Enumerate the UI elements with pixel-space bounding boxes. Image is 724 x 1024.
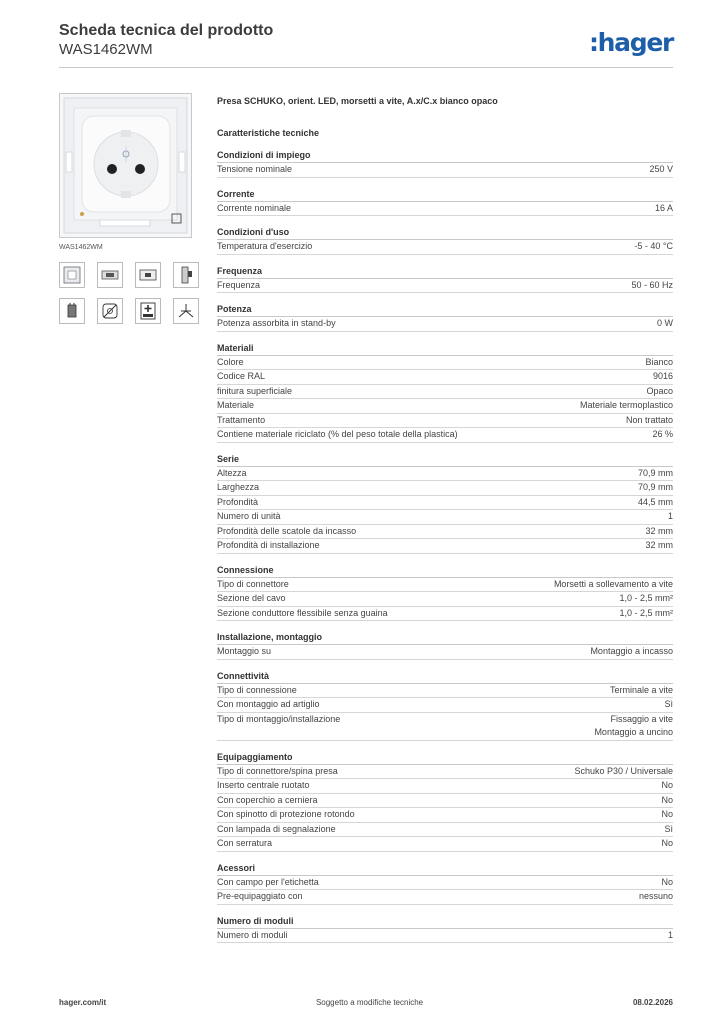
section-title: Installazione, montaggio (217, 630, 673, 645)
spec-section (217, 225, 673, 255)
spec-value: nessuno (638, 891, 673, 901)
characteristics-title: Caratteristiche tecniche (217, 128, 320, 138)
spec-row (217, 356, 673, 371)
spec-value: 44,5 mm (637, 496, 673, 507)
spec-value: 1,0 - 2,5 mm² (619, 593, 673, 603)
spec-row (217, 794, 673, 809)
spec-value: Sì (664, 699, 673, 709)
spec-label: Materiale (217, 400, 255, 410)
footer-website: hager.com/it (59, 998, 107, 1007)
spec-label: Altezza (217, 467, 247, 478)
spec-label: Corrente nominale (217, 202, 292, 213)
spec-label: Trattamento (217, 414, 266, 425)
spec-section (217, 302, 673, 332)
spec-label: Con coperchio a cerniera (217, 794, 318, 805)
section-title: Acessori (217, 861, 673, 876)
spec-label: Profondità delle scatole da incasso (217, 525, 357, 536)
image-caption: WAS1462WM (59, 244, 103, 251)
spec-label: Con spinotto di protezione rotondo (217, 809, 355, 819)
page-header (59, 22, 673, 68)
spec-label: Tipo di montaggio/installazione (217, 713, 341, 724)
spec-section (217, 341, 673, 443)
section-title: Materiali (217, 341, 673, 356)
section-title: Connessione (217, 563, 673, 578)
spec-row (217, 414, 673, 429)
surface-box-icon (97, 262, 123, 288)
spec-row (217, 808, 673, 823)
spec-value: 32 mm (645, 525, 673, 536)
flush-box-icon (59, 262, 85, 288)
product-description: Presa SCHUKO, orient. LED, morsetti a vite, A.x/C.x bianco opaco (217, 96, 498, 106)
page-footer (59, 998, 673, 1007)
spec-row (217, 481, 673, 496)
spec-label: Tipo di connettore/spina presa (217, 765, 338, 776)
spec-row (217, 765, 673, 780)
frame-icon (135, 262, 161, 288)
spec-label: Montaggio su (217, 646, 272, 656)
spec-value: Morsetti a sollevamento a vite (553, 578, 673, 589)
spec-row (217, 539, 673, 554)
spec-section (217, 452, 673, 554)
spec-section (217, 861, 673, 905)
spec-value: 1 (667, 929, 673, 940)
spec-value: 0 W (656, 318, 673, 328)
no-connect-icon (97, 298, 123, 324)
spec-row (217, 823, 673, 838)
spec-row (217, 317, 673, 332)
spec-label: Colore (217, 356, 244, 367)
spec-label: Temperatura d'esercizio (217, 241, 313, 251)
product-image (59, 93, 192, 238)
spec-label: Frequenza (217, 279, 261, 290)
spec-value: No (661, 809, 673, 819)
spec-row (217, 496, 673, 511)
spec-row (217, 713, 673, 741)
spec-label: Tipo di connettore (217, 578, 289, 589)
spec-row (217, 525, 673, 540)
spec-label: Con montaggio ad artiglio (217, 699, 320, 709)
spec-label: Sezione conduttore flessibile senza guaina (217, 607, 388, 618)
spec-row (217, 385, 673, 400)
spec-section (217, 148, 673, 178)
footer-note: Soggetto a modifiche tecniche (315, 998, 424, 1007)
product-code: WAS1462WM (59, 41, 153, 58)
spec-section (217, 914, 673, 944)
spec-value: 16 A (654, 202, 673, 213)
pictogram-grid (59, 262, 199, 334)
spec-value: 70,9 mm (637, 467, 673, 478)
spec-value: 32 mm (645, 540, 673, 550)
spec-value: Materiale termoplastico (579, 400, 673, 410)
spec-row (217, 592, 673, 607)
spec-value: Schuko P30 / Universale (574, 765, 673, 776)
spec-section (217, 187, 673, 217)
section-title: Numero di moduli (217, 914, 673, 929)
spec-section (217, 264, 673, 294)
spec-row (217, 279, 673, 294)
spec-row (217, 202, 673, 217)
spec-label: Tipo di connessione (217, 684, 297, 695)
spec-section (217, 750, 673, 852)
spec-row (217, 428, 673, 443)
spec-content (217, 96, 673, 952)
spec-row (217, 163, 673, 178)
spec-label: Codice RAL (217, 371, 266, 381)
spec-value: No (661, 838, 673, 848)
page-title: Scheda tecnica del prodotto (59, 22, 274, 39)
spec-label: Con campo per l'etichetta (217, 876, 319, 887)
spec-value: 50 - 60 Hz (631, 279, 673, 290)
section-title: Condizioni d'uso (217, 225, 673, 240)
spec-value: 1 (667, 511, 673, 521)
section-title: Corrente (217, 187, 673, 202)
spec-label: Con serratura (217, 838, 273, 848)
spec-label: Profondità di installazione (217, 540, 320, 550)
spec-label: Contiene materiale riciclato (% del peso totale della plastica) (217, 429, 458, 439)
spec-row (217, 510, 673, 525)
spec-row (217, 876, 673, 891)
spec-row (217, 645, 673, 660)
spec-value: 26 % (652, 429, 673, 439)
spec-value: Fissaggio a vite Montaggio a uncino (594, 713, 673, 737)
spec-label: Pre-equipaggiato con (217, 891, 303, 901)
spec-value: No (661, 876, 673, 887)
spec-row (217, 837, 673, 852)
spec-label: Tensione nominale (217, 164, 293, 174)
spec-row (217, 399, 673, 414)
section-title: Frequenza (217, 264, 673, 279)
spec-label: Numero di unità (217, 511, 281, 521)
spec-row (217, 684, 673, 699)
spec-section (217, 563, 673, 622)
plus-box-icon (135, 298, 161, 324)
spec-value: 9016 (652, 371, 673, 381)
section-title: Equipaggiamento (217, 750, 673, 765)
spec-label: Numero di moduli (217, 929, 288, 940)
spec-row (217, 607, 673, 622)
spec-sections (217, 148, 673, 943)
spec-row (217, 929, 673, 944)
spec-row (217, 240, 673, 255)
spec-value: 70,9 mm (637, 482, 673, 492)
spec-value: Terminale a vite (609, 684, 673, 695)
spec-label: Profondità (217, 496, 259, 507)
spec-row (217, 890, 673, 905)
spec-value: Montaggio a incasso (590, 646, 673, 656)
spec-section (217, 669, 673, 741)
plug-icon (59, 298, 85, 324)
section-title: Potenza (217, 302, 673, 317)
spec-row (217, 779, 673, 794)
spec-value: Opaco (646, 385, 673, 396)
spec-value: Sì (664, 823, 673, 834)
spec-section (217, 630, 673, 660)
section-title: Connettività (217, 669, 673, 684)
footer-date: 08.02.2026 (632, 998, 673, 1007)
spec-value: -5 - 40 °C (634, 241, 673, 251)
section-title: Condizioni di impiego (217, 148, 673, 163)
spec-label: Larghezza (217, 482, 260, 492)
tripod-icon (173, 298, 199, 324)
spec-row (217, 467, 673, 482)
spec-label: Sezione del cavo (217, 593, 286, 603)
spec-label: Potenza assorbita in stand-by (217, 318, 336, 328)
hager-logo: :hager (588, 28, 673, 57)
spec-value: Non trattato (625, 414, 673, 425)
spec-row (217, 578, 673, 593)
spec-value: 250 V (649, 164, 673, 174)
spec-label: Con lampada di segnalazione (217, 823, 336, 834)
spec-value: No (661, 780, 673, 790)
spec-value: No (661, 794, 673, 805)
spec-value: 1,0 - 2,5 mm² (619, 607, 673, 618)
section-title: Serie (217, 452, 673, 467)
spec-label: finitura superficiale (217, 385, 293, 396)
spec-row (217, 698, 673, 713)
mount-icon (173, 262, 199, 288)
spec-label: Inserto centrale ruotato (217, 780, 310, 790)
spec-row (217, 370, 673, 385)
spec-value: Bianco (645, 356, 673, 367)
